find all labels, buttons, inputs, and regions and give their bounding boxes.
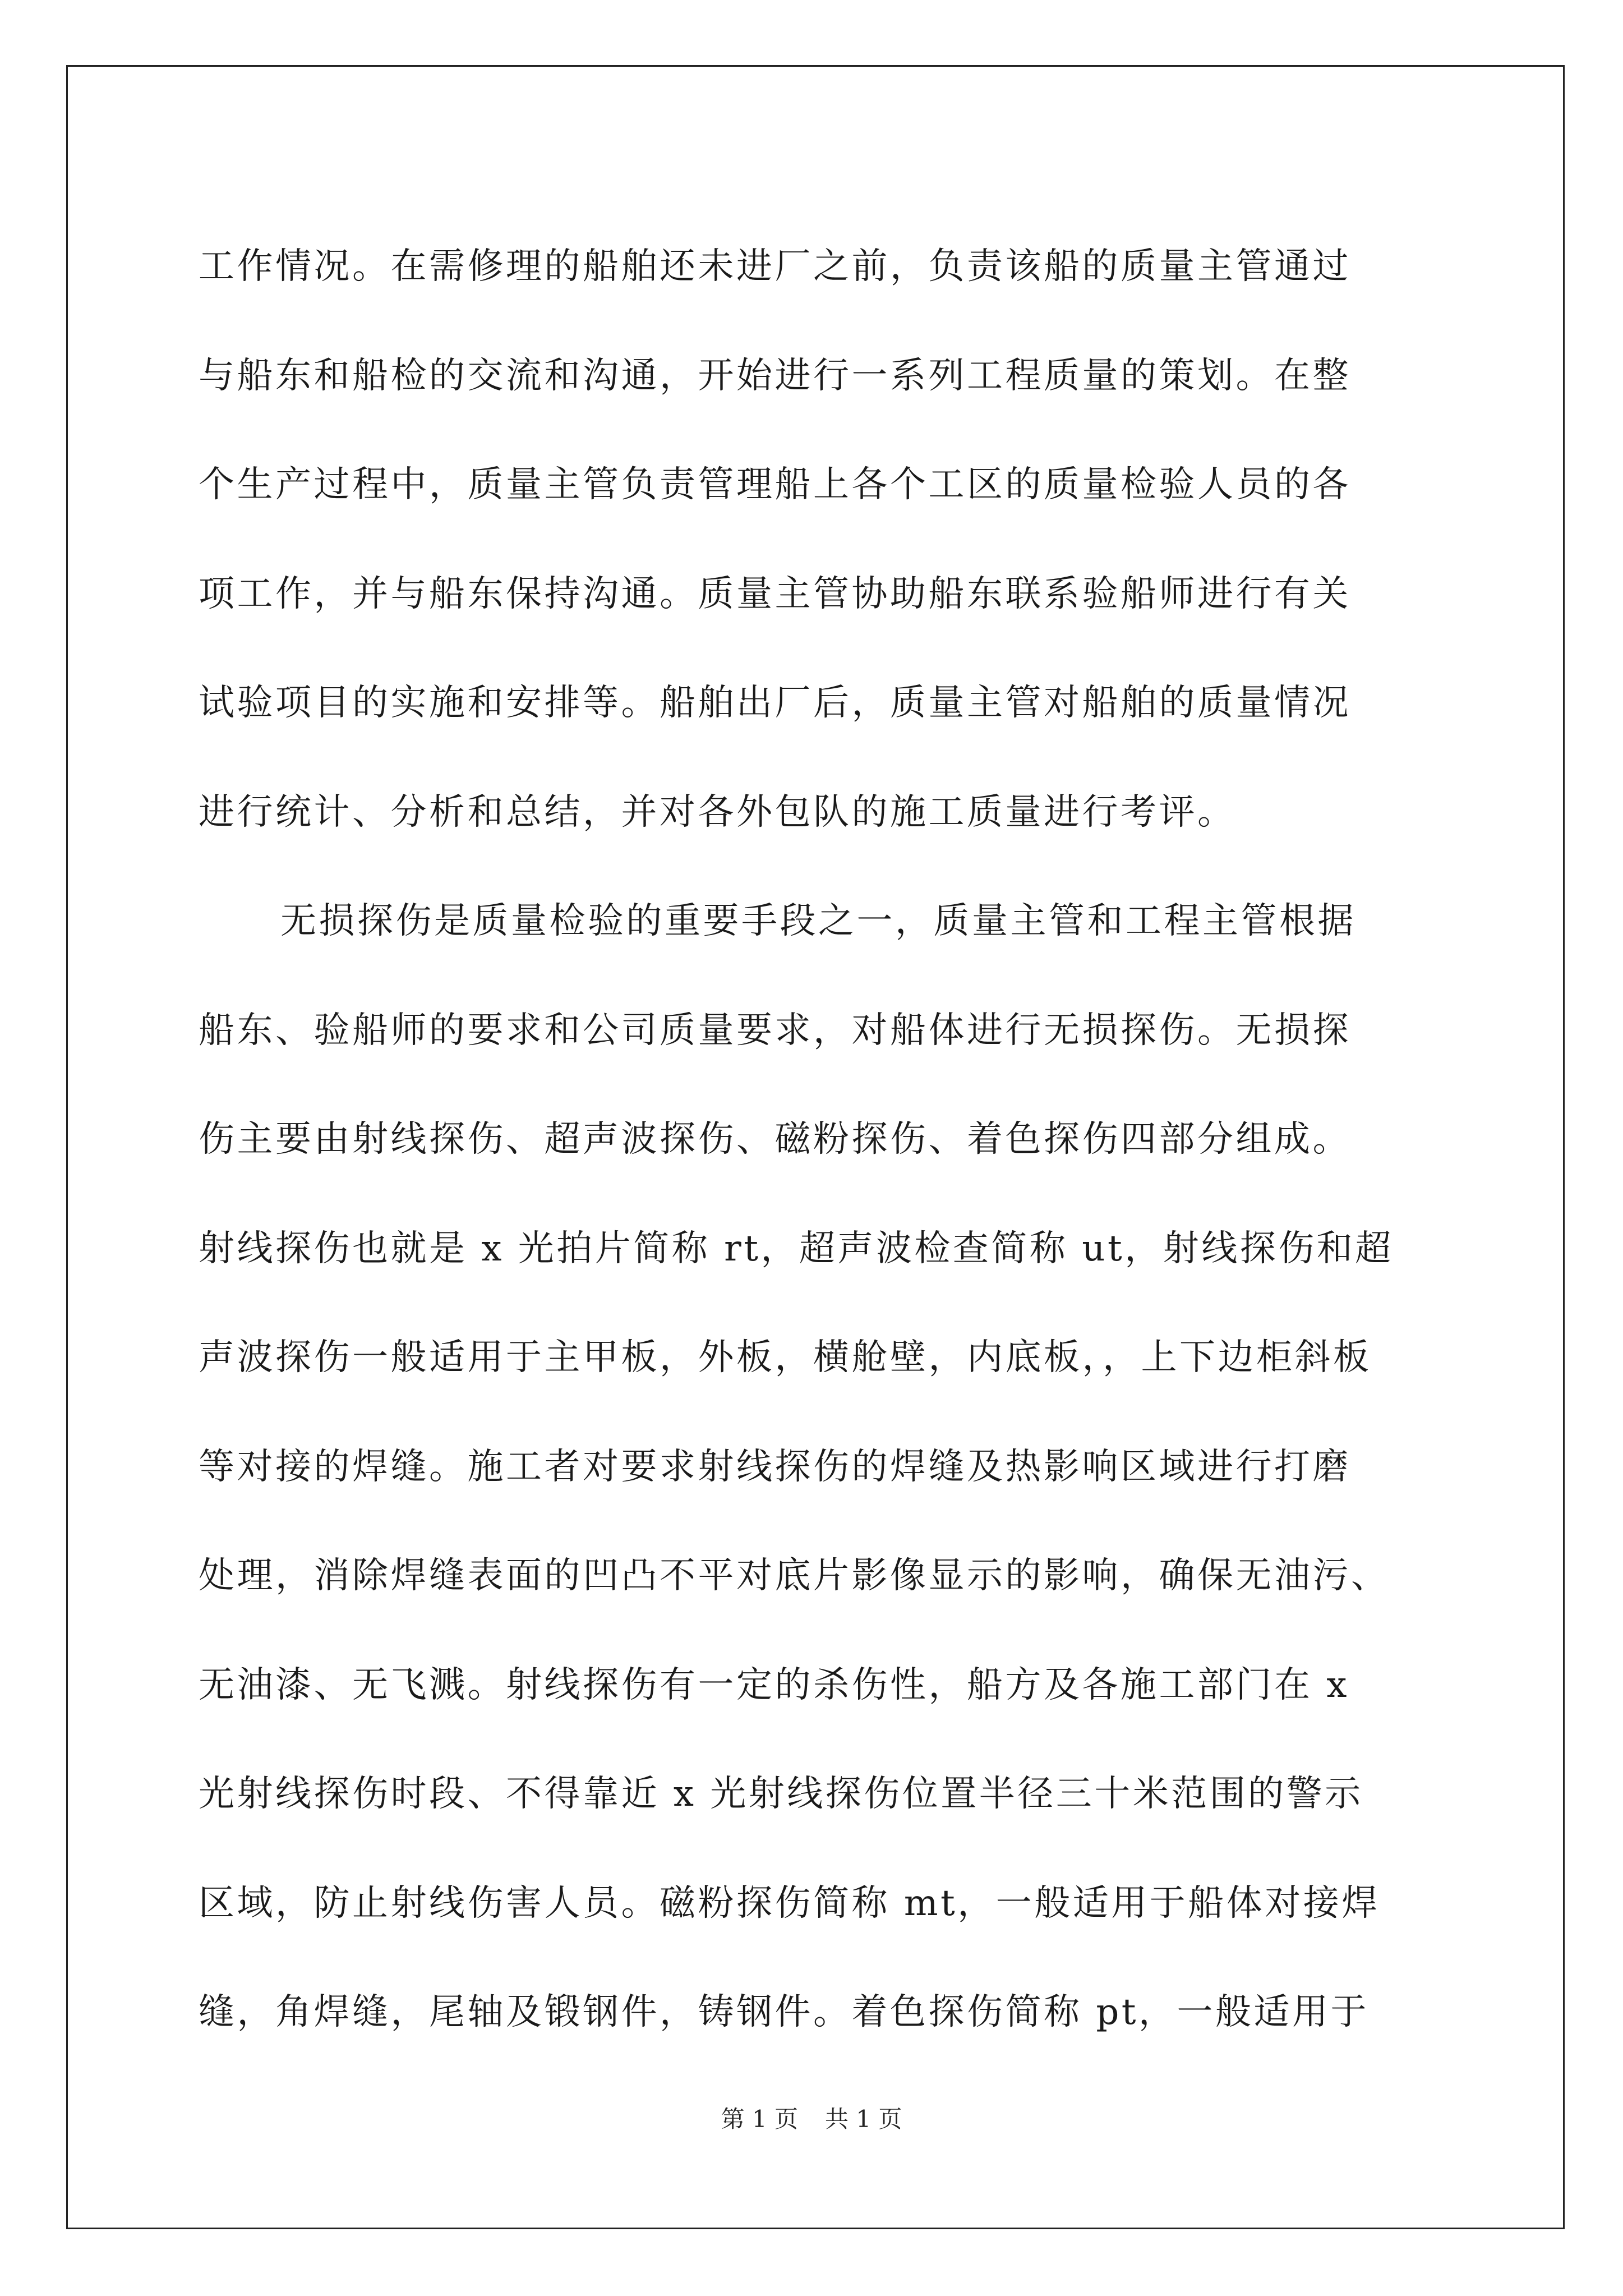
paragraph-first-line: 无损探伤是质量检验的重要手段之一，质量主管和工程主管根据 — [280, 900, 1356, 942]
text-line: 等对接的焊缝。施工者对要求射线探伤的焊缝及热影响区域进行打磨 — [199, 1446, 1351, 1488]
text-line: 缝，角焊缝，尾轴及锻钢件，铸钢件。着色探伤简称 pt，一般适用于 — [199, 1991, 1370, 2033]
text-line: 光射线探伤时段、不得靠近 x 光射线探伤位置半径三十米范围的警示 — [199, 1773, 1363, 1815]
text-line: 射线探伤也就是 x 光拍片简称 rt，超声波检查简称 ut，射线探伤和超 — [199, 1227, 1394, 1269]
page-footer — [0, 2102, 1623, 2136]
text-line: 个生产过程中，质量主管负责管理船上各个工区的质量检验人员的各 — [199, 464, 1351, 505]
page-number-total: 共 1 页 — [825, 2105, 902, 2133]
text-line: 处理，消除焊缝表面的凹凸不平对底片影像显示的影响，确保无油污、 — [199, 1555, 1390, 1596]
text-line: 声波探伤一般适用于主甲板，外板，横舱壁，内底板，，上下边柜斜板 — [199, 1337, 1372, 1378]
text-line: 船东、验船师的要求和公司质量要求，对船体进行无损探伤。无损探 — [199, 1009, 1351, 1051]
text-line: 与船东和船检的交流和沟通，开始进行一系列工程质量的策划。在整 — [199, 355, 1351, 397]
text-line: 试验项目的实施和安排等。船舶出厂后，质量主管对船舶的质量情况 — [199, 682, 1351, 724]
text-line: 项工作，并与船东保持沟通。质量主管协助船东联系验船师进行有关 — [199, 573, 1351, 615]
text-line: 无油漆、无飞溅。射线探伤有一定的杀伤性，船方及各施工部门在 x — [199, 1664, 1349, 1706]
text-line: 区域，防止射线伤害人员。磁粉探伤简称 mt，一般适用于船体对接焊 — [199, 1882, 1380, 1924]
document-body — [199, 212, 1483, 2067]
text-line: 工作情况。在需修理的船舶还未进厂之前，负责该船的质量主管通过 — [199, 246, 1351, 287]
page-number-current: 第 1 页 — [721, 2105, 798, 2133]
text-line: 进行统计、分析和总结，并对各外包队的施工质量进行考评。 — [199, 791, 1236, 833]
text-line: 伤主要由射线探伤、超声波探伤、磁粉探伤、着色探伤四部分组成。 — [199, 1119, 1351, 1160]
